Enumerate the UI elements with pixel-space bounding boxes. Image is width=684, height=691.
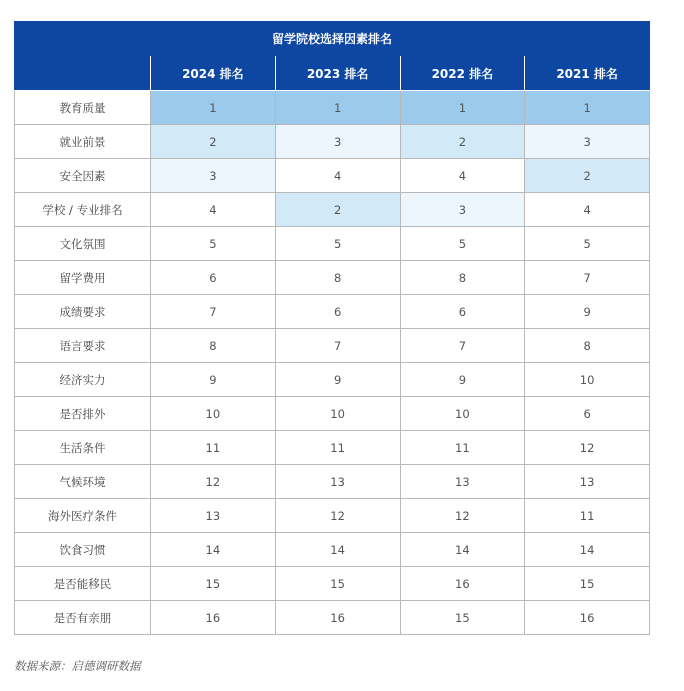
table-row bbox=[15, 261, 650, 295]
rank-cell: 3 bbox=[275, 125, 400, 159]
rank-cell: 13 bbox=[151, 499, 276, 533]
rank-cell: 8 bbox=[275, 261, 400, 295]
rank-cell: 14 bbox=[400, 533, 525, 567]
rank-cell: 11 bbox=[275, 431, 400, 465]
rank-cell: 5 bbox=[400, 227, 525, 261]
rank-cell: 1 bbox=[400, 91, 525, 125]
rank-cell: 4 bbox=[400, 159, 525, 193]
rank-cell: 14 bbox=[525, 533, 650, 567]
rank-cell: 5 bbox=[275, 227, 400, 261]
rank-cell: 8 bbox=[525, 329, 650, 363]
table-row bbox=[15, 329, 650, 363]
rank-cell: 1 bbox=[151, 91, 276, 125]
rank-cell: 5 bbox=[525, 227, 650, 261]
rank-cell: 12 bbox=[400, 499, 525, 533]
factor-label: 是否能移民 bbox=[15, 567, 151, 601]
factor-label: 成绩要求 bbox=[15, 295, 151, 329]
rank-cell: 14 bbox=[151, 533, 276, 567]
table-row bbox=[15, 567, 650, 601]
factor-label: 是否有亲朋 bbox=[15, 601, 151, 635]
rank-cell: 10 bbox=[525, 363, 650, 397]
rank-cell: 2 bbox=[525, 159, 650, 193]
title-row bbox=[15, 22, 650, 56]
rank-cell: 6 bbox=[151, 261, 276, 295]
header-factor bbox=[15, 56, 151, 91]
header-row bbox=[15, 56, 650, 91]
rank-cell: 9 bbox=[525, 295, 650, 329]
rank-cell: 15 bbox=[275, 567, 400, 601]
header-2024: 2024 排名 bbox=[151, 56, 276, 91]
rank-cell: 12 bbox=[151, 465, 276, 499]
rank-cell: 1 bbox=[275, 91, 400, 125]
rank-cell: 3 bbox=[400, 193, 525, 227]
factor-label: 学校 / 专业排名 bbox=[15, 193, 151, 227]
rank-cell: 2 bbox=[400, 125, 525, 159]
factor-label: 气候环境 bbox=[15, 465, 151, 499]
table-row bbox=[15, 499, 650, 533]
factor-label: 经济实力 bbox=[15, 363, 151, 397]
rank-cell: 15 bbox=[400, 601, 525, 635]
factor-label: 生活条件 bbox=[15, 431, 151, 465]
rank-cell: 9 bbox=[151, 363, 276, 397]
table-row bbox=[15, 125, 650, 159]
rank-cell: 14 bbox=[275, 533, 400, 567]
table-row bbox=[15, 533, 650, 567]
table-row bbox=[15, 159, 650, 193]
data-source-note: 数据来源：启德调研数据 bbox=[14, 659, 141, 673]
table-title: 留学院校选择因素排名 bbox=[15, 22, 650, 56]
factor-label: 教育质量 bbox=[15, 91, 151, 125]
rank-cell: 1 bbox=[525, 91, 650, 125]
rank-cell: 16 bbox=[525, 601, 650, 635]
rank-cell: 6 bbox=[400, 295, 525, 329]
rank-cell: 12 bbox=[275, 499, 400, 533]
factor-label: 安全因素 bbox=[15, 159, 151, 193]
rank-cell: 3 bbox=[525, 125, 650, 159]
table-row bbox=[15, 91, 650, 125]
table-row bbox=[15, 295, 650, 329]
rank-cell: 7 bbox=[400, 329, 525, 363]
table-row bbox=[15, 227, 650, 261]
factor-label: 文化氛围 bbox=[15, 227, 151, 261]
table-row bbox=[15, 397, 650, 431]
factor-label: 留学费用 bbox=[15, 261, 151, 295]
rank-cell: 4 bbox=[151, 193, 276, 227]
rank-cell: 3 bbox=[151, 159, 276, 193]
rank-cell: 6 bbox=[275, 295, 400, 329]
table-row bbox=[15, 193, 650, 227]
ranking-table bbox=[14, 21, 650, 635]
rank-cell: 7 bbox=[525, 261, 650, 295]
rank-cell: 11 bbox=[151, 431, 276, 465]
table-row bbox=[15, 363, 650, 397]
rank-cell: 15 bbox=[525, 567, 650, 601]
rank-cell: 11 bbox=[525, 499, 650, 533]
rank-cell: 4 bbox=[525, 193, 650, 227]
rank-cell: 2 bbox=[151, 125, 276, 159]
factor-label: 就业前景 bbox=[15, 125, 151, 159]
rank-cell: 13 bbox=[400, 465, 525, 499]
rank-cell: 10 bbox=[275, 397, 400, 431]
factor-label: 海外医疗条件 bbox=[15, 499, 151, 533]
table-row bbox=[15, 601, 650, 635]
rank-cell: 10 bbox=[151, 397, 276, 431]
rank-cell: 16 bbox=[151, 601, 276, 635]
header-2021: 2021 排名 bbox=[525, 56, 650, 91]
rank-cell: 10 bbox=[400, 397, 525, 431]
table-body bbox=[15, 91, 650, 635]
table-row bbox=[15, 431, 650, 465]
rank-cell: 11 bbox=[400, 431, 525, 465]
header-2022: 2022 排名 bbox=[400, 56, 525, 91]
table-row bbox=[15, 465, 650, 499]
rank-cell: 9 bbox=[400, 363, 525, 397]
rank-cell: 4 bbox=[275, 159, 400, 193]
rank-cell: 2 bbox=[275, 193, 400, 227]
factor-label: 饮食习惯 bbox=[15, 533, 151, 567]
rank-cell: 8 bbox=[151, 329, 276, 363]
rank-cell: 12 bbox=[525, 431, 650, 465]
rank-cell: 7 bbox=[275, 329, 400, 363]
rank-cell: 13 bbox=[525, 465, 650, 499]
header-2023: 2023 排名 bbox=[275, 56, 400, 91]
factor-label: 是否排外 bbox=[15, 397, 151, 431]
rank-cell: 15 bbox=[151, 567, 276, 601]
rank-cell: 16 bbox=[400, 567, 525, 601]
rank-cell: 5 bbox=[151, 227, 276, 261]
rank-cell: 13 bbox=[275, 465, 400, 499]
rank-cell: 8 bbox=[400, 261, 525, 295]
rank-cell: 16 bbox=[275, 601, 400, 635]
rank-cell: 6 bbox=[525, 397, 650, 431]
rank-cell: 9 bbox=[275, 363, 400, 397]
factor-label: 语言要求 bbox=[15, 329, 151, 363]
ranking-table-container bbox=[14, 21, 649, 635]
rank-cell: 7 bbox=[151, 295, 276, 329]
